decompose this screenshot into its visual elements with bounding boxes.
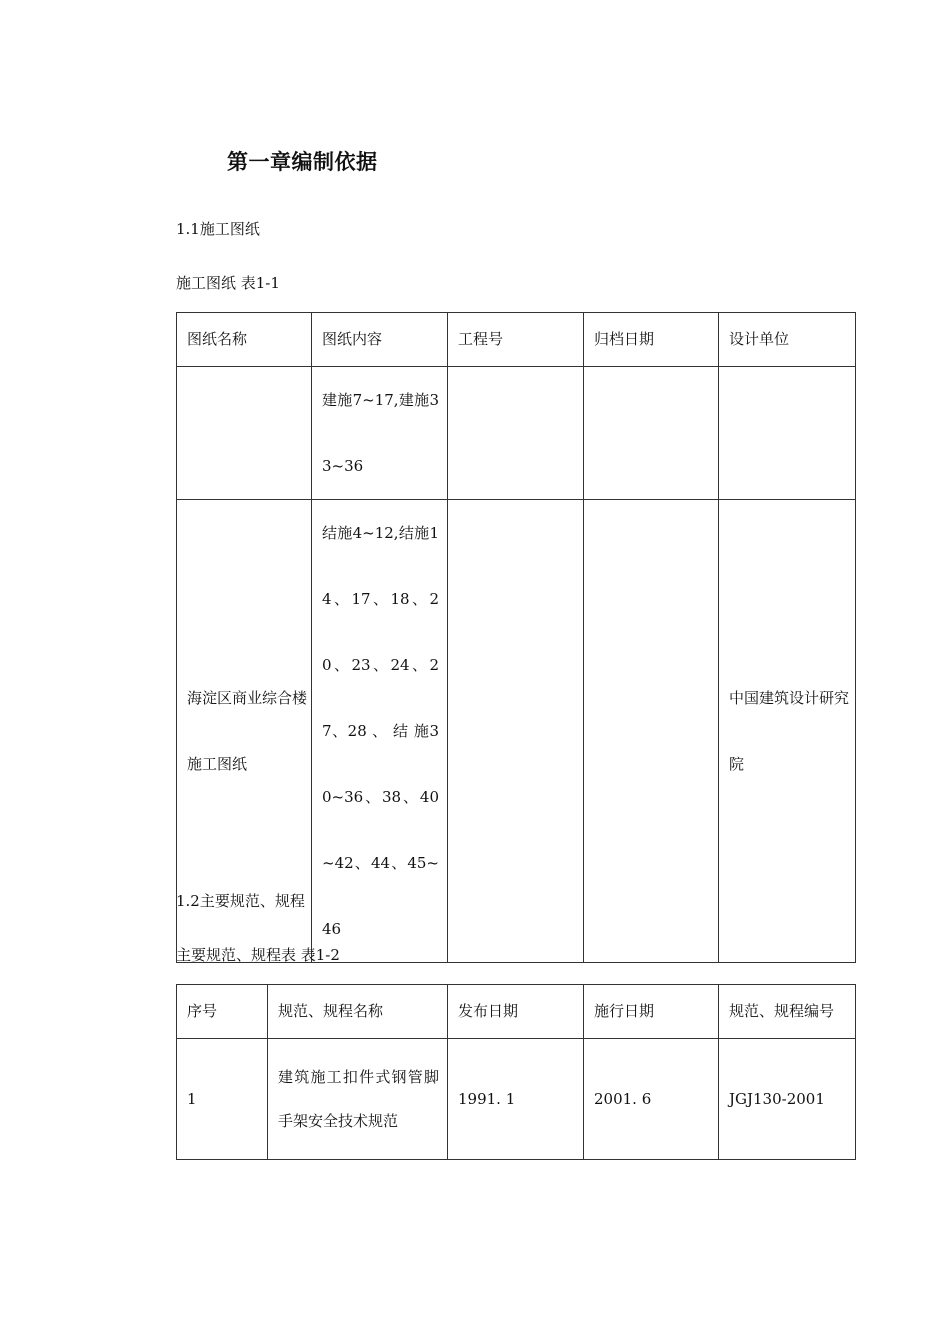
design-unit-cell (719, 367, 856, 500)
effective-date-cell: 2001. 6 (584, 1039, 719, 1160)
table-header-row (177, 313, 856, 367)
header-cell: 工程号 (448, 313, 584, 367)
project-no-cell (448, 367, 584, 500)
section-heading-drawings: 1.1施工图纸 (176, 220, 260, 238)
index-cell: 1 (177, 1039, 268, 1160)
header-cell: 规范、规程名称 (268, 985, 448, 1039)
drawings-table (176, 312, 856, 963)
project-no-cell (448, 500, 584, 963)
table-row (177, 1039, 856, 1160)
drawing-name-cell: 海淀区商业综合楼施工图纸 (177, 500, 312, 963)
publish-date-cell: 1991. 1 (448, 1039, 584, 1160)
standard-name-cell: 建筑施工扣件式钢管脚手架安全技术规范 (268, 1039, 448, 1160)
design-unit-cell: 中国建筑设计研究院 (719, 500, 856, 963)
table-caption-drawings: 施工图纸 表1-1 (176, 274, 280, 292)
drawing-content-cell: 结施4~12,结施14、17、18、20、23、24、27、28 、 结 施30~36、38、40~42、44、45~46 (312, 500, 448, 963)
drawing-content-cell: 建施7~17,建施33~36 (312, 367, 448, 500)
header-cell: 施行日期 (584, 985, 719, 1039)
standards-table (176, 984, 856, 1160)
drawing-name-cell (177, 367, 312, 500)
section-heading-standards: 1.2主要规范、规程 (176, 892, 305, 910)
header-cell: 设计单位 (719, 313, 856, 367)
header-cell: 归档日期 (584, 313, 719, 367)
archive-date-cell (584, 367, 719, 500)
table-row (177, 367, 856, 500)
table-caption-standards: 主要规范、规程表 表1-2 (176, 946, 340, 964)
table-header-row (177, 985, 856, 1039)
archive-date-cell (584, 500, 719, 963)
header-cell: 图纸名称 (177, 313, 312, 367)
header-cell: 规范、规程编号 (719, 985, 856, 1039)
chapter-title: 第一章编制依据 (227, 150, 378, 174)
standard-code-cell: JGJ130-2001 (719, 1039, 856, 1160)
header-cell: 发布日期 (448, 985, 584, 1039)
header-cell: 序号 (177, 985, 268, 1039)
header-cell: 图纸内容 (312, 313, 448, 367)
